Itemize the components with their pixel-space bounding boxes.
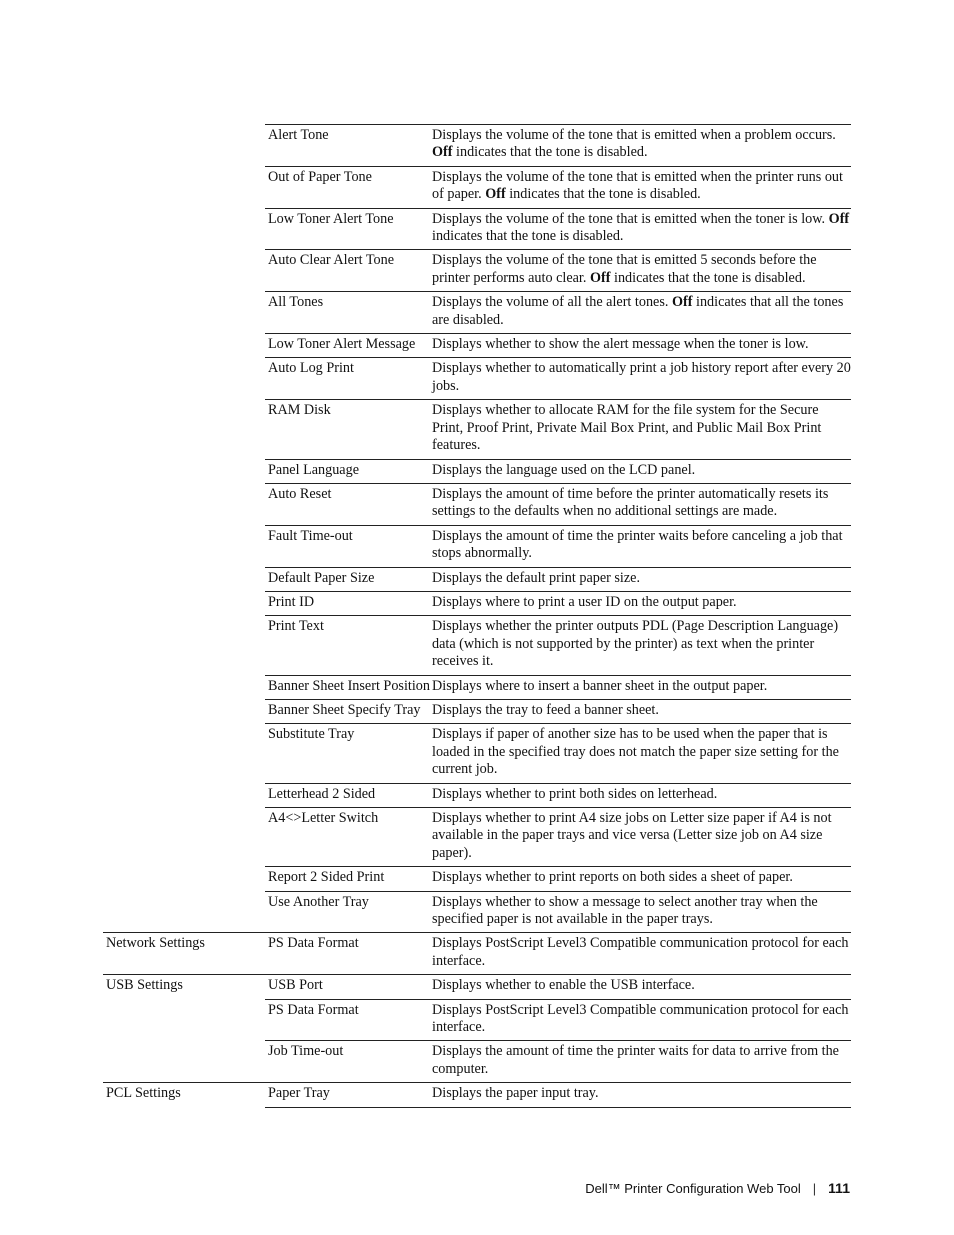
- setting-name: Low Toner Alert Message: [268, 336, 416, 353]
- table-row: [103, 932, 851, 974]
- setting-name: Default Paper Size: [268, 569, 375, 586]
- setting-description: [432, 678, 851, 695]
- group-cell: [103, 567, 265, 591]
- description-text: Displays the volume of the tone that is emitted when the toner is low.: [432, 210, 829, 227]
- setting-name: Out of Paper Tone: [268, 168, 372, 185]
- setting-name: Print ID: [268, 593, 315, 610]
- row-body: [265, 891, 851, 933]
- group-cell: [103, 807, 265, 866]
- table-row: [103, 124, 851, 166]
- setting-name: Alert Tone: [268, 127, 329, 143]
- table-row: [103, 999, 851, 1041]
- row-body: [265, 699, 851, 723]
- description-keyword: Off: [671, 294, 693, 311]
- description-text: Displays whether to enable the USB interface.: [432, 977, 695, 994]
- description-text: Displays whether to automatically print a job history report after every 20 jobs.: [432, 360, 851, 394]
- page-footer: [585, 1180, 850, 1196]
- description-text: Displays whether to show a message to select another tray when the specified paper is not available in the paper trays.: [432, 893, 818, 928]
- group-cell: [103, 459, 265, 483]
- row-body: [265, 291, 851, 333]
- row-body: [265, 615, 851, 674]
- setting-description: [432, 127, 851, 162]
- row-body: [265, 567, 851, 591]
- setting-name: All Tones: [268, 294, 324, 311]
- group-cell: [103, 483, 265, 525]
- description-text: Displays the volume of the tone that is emitted when a problem occurs.: [432, 127, 836, 143]
- setting-description: [432, 486, 851, 521]
- description-text: Displays the amount of time the printer waits before canceling a job that stops abnormally.: [432, 527, 843, 562]
- setting-name: A4<>Letter Switch: [268, 810, 379, 826]
- row-body: [265, 483, 851, 525]
- row-body: [265, 783, 851, 807]
- group-cell: [103, 166, 265, 208]
- table-row: [103, 1040, 851, 1082]
- footer-separator: |: [812, 1180, 817, 1196]
- setting-name: Report 2 Sided Print: [268, 869, 385, 886]
- description-keyword: Off: [432, 144, 453, 161]
- setting-description: [432, 786, 851, 803]
- setting-description: [432, 1085, 851, 1102]
- setting-description: [432, 462, 851, 479]
- setting-name: USB Port: [268, 977, 323, 994]
- description-text: Displays if paper of another size has to be used when the paper that is loaded in the specified tray does not match the paper size setting for the current job.: [432, 726, 839, 778]
- group-cell: [103, 249, 265, 291]
- group-cell: [103, 999, 265, 1041]
- setting-description: [432, 360, 851, 395]
- table-row: [103, 567, 851, 591]
- description-text: Displays the volume of the tone that is emitted 5 seconds before the printer performs auto clear.: [432, 252, 817, 286]
- table-row: [103, 699, 851, 723]
- description-text: Displays where to print a user ID on the output paper.: [432, 593, 737, 610]
- group-cell: PCL Settings: [103, 1082, 265, 1107]
- setting-description: [432, 169, 851, 204]
- page-number: 111: [828, 1180, 850, 1196]
- table-row: [103, 166, 851, 208]
- setting-name: Job Time-out: [268, 1043, 344, 1060]
- description-text: Displays the language used on the LCD panel.: [432, 461, 696, 478]
- row-body: [265, 999, 851, 1041]
- group-cell: USB Settings: [103, 974, 265, 998]
- row-body: [265, 591, 851, 615]
- description-text: Displays whether to show the alert message when the toner is low.: [432, 336, 809, 353]
- table-row: [103, 525, 851, 567]
- group-cell: [103, 891, 265, 933]
- table-row: [103, 1082, 851, 1107]
- setting-name: PS Data Format: [268, 1001, 359, 1018]
- setting-description: [432, 894, 851, 929]
- table-row: [103, 807, 851, 866]
- description-text: Displays the volume of the tone that is emitted when the printer runs out of paper.: [432, 168, 843, 203]
- description-text: Displays the amount of time the printer waits for data to arrive from the computer.: [432, 1043, 839, 1077]
- description-text: Displays whether to print reports on both sides a sheet of paper.: [432, 869, 793, 886]
- row-body: [265, 333, 851, 357]
- setting-name: Fault Time-out: [268, 527, 353, 544]
- setting-description: [432, 252, 851, 287]
- table-row: [103, 249, 851, 291]
- setting-description: [432, 869, 851, 886]
- setting-description: [432, 336, 851, 353]
- table-row: [103, 866, 851, 890]
- description-text-end: indicates that the tone is disabled.: [432, 228, 624, 245]
- group-cell: [103, 866, 265, 890]
- setting-name: Auto Clear Alert Tone: [268, 252, 395, 269]
- footer-title: Dell™ Printer Configuration Web Tool: [585, 1180, 801, 1196]
- group-cell: [103, 399, 265, 458]
- row-body: [265, 932, 851, 974]
- setting-name: Auto Log Print: [268, 360, 354, 377]
- description-text: Displays the amount of time before the printer automatically resets its settings to the defaults when no additional settings are made.: [432, 485, 829, 520]
- setting-name: Panel Language: [268, 461, 359, 478]
- description-text: Displays whether to print A4 size jobs on Letter size paper if A4 is not available in the paper trays and vice versa (Letter size job on A4 size paper).: [432, 810, 832, 861]
- description-text-end: indicates that the tone is disabled.: [452, 144, 648, 161]
- setting-name: Low Toner Alert Tone: [268, 210, 394, 227]
- group-cell: [103, 357, 265, 399]
- table-row: [103, 459, 851, 483]
- description-text: Displays whether to allocate RAM for the file system for the Secure Print, Proof Print, Private Mail Box Print, and Public Mail Box Print features.: [432, 402, 822, 454]
- description-text: Displays the tray to feed a banner sheet.: [432, 701, 659, 718]
- group-cell: [103, 675, 265, 699]
- setting-name: RAM Disk: [268, 402, 331, 419]
- setting-description: [432, 211, 851, 246]
- setting-description: [432, 294, 851, 329]
- group-cell: [103, 615, 265, 674]
- group-cell: [103, 525, 265, 567]
- row-body: [265, 166, 851, 208]
- row-body: [265, 525, 851, 567]
- description-keyword: Off: [589, 269, 611, 286]
- row-body: [265, 208, 851, 250]
- setting-name: Paper Tray: [268, 1085, 330, 1102]
- table-row: [103, 675, 851, 699]
- row-body: [265, 723, 851, 782]
- row-body: [265, 459, 851, 483]
- table-row: [103, 891, 851, 933]
- setting-name: Letterhead 2 Sided: [268, 785, 376, 802]
- table-row: [103, 399, 851, 458]
- description-keyword: Off: [828, 210, 850, 227]
- group-cell: [103, 1040, 265, 1082]
- setting-description: [432, 935, 851, 970]
- description-text: Displays whether the printer outputs PDL (Page Description Language) data (which is not supported by the printer) as text when the printer receives it.: [432, 618, 839, 670]
- setting-description: [432, 726, 851, 778]
- setting-description: [432, 810, 851, 862]
- group-cell: [103, 124, 265, 166]
- table-row: [103, 291, 851, 333]
- description-text-end: indicates that the tone is disabled.: [610, 269, 806, 286]
- description-text: Displays where to insert a banner sheet in the output paper.: [432, 677, 768, 694]
- row-body: [265, 249, 851, 291]
- settings-table: [103, 124, 851, 1108]
- group-cell: [103, 208, 265, 250]
- table-row: [103, 357, 851, 399]
- setting-name: Use Another Tray: [268, 893, 369, 910]
- group-cell: [103, 591, 265, 615]
- group-cell: [103, 333, 265, 357]
- description-text: Displays the default print paper size.: [432, 569, 641, 586]
- row-body: [265, 124, 851, 166]
- row-body: [265, 399, 851, 458]
- setting-description: [432, 528, 851, 563]
- setting-description: [432, 977, 851, 994]
- group-cell: [103, 723, 265, 782]
- setting-name: Banner Sheet Specify Tray: [268, 701, 421, 718]
- setting-description: [432, 702, 851, 719]
- row-body: [265, 1040, 851, 1082]
- description-text: Displays whether to print both sides on letterhead.: [432, 785, 718, 802]
- table-row: [103, 591, 851, 615]
- setting-name: Auto Reset: [268, 485, 332, 502]
- table-row: [103, 974, 851, 998]
- group-cell: [103, 783, 265, 807]
- table-row: [103, 208, 851, 250]
- row-body: [265, 866, 851, 890]
- description-text: Displays the volume of all the alert tones.: [432, 294, 672, 311]
- table-row: [103, 483, 851, 525]
- row-body: [265, 974, 851, 998]
- row-body: [265, 1082, 851, 1107]
- setting-name: Substitute Tray: [268, 726, 355, 743]
- group-cell: [103, 291, 265, 333]
- table-row: [103, 723, 851, 782]
- row-body: [265, 675, 851, 699]
- setting-description: [432, 1043, 851, 1078]
- setting-description: [432, 402, 851, 454]
- setting-name: Print Text: [268, 618, 324, 635]
- setting-name: PS Data Format: [268, 935, 359, 952]
- table-row: [103, 333, 851, 357]
- description-text-end: indicates that the tone is disabled.: [505, 186, 701, 203]
- description-keyword: Off: [485, 186, 506, 203]
- description-text-end: indicates that all the tones are disabled.: [432, 294, 844, 328]
- table-row: [103, 783, 851, 807]
- group-cell: Network Settings: [103, 932, 265, 974]
- description-text: Displays PostScript Level3 Compatible communication protocol for each interface.: [432, 1001, 849, 1036]
- group-cell: [103, 699, 265, 723]
- setting-description: [432, 618, 851, 670]
- row-body: [265, 807, 851, 866]
- setting-description: [432, 1002, 851, 1037]
- table-row: [103, 615, 851, 674]
- description-text: Displays the paper input tray.: [432, 1085, 599, 1102]
- row-body: [265, 357, 851, 399]
- setting-description: [432, 594, 851, 611]
- setting-description: [432, 570, 851, 587]
- description-text: Displays PostScript Level3 Compatible communication protocol for each interface.: [432, 935, 849, 969]
- setting-name: Banner Sheet Insert Position: [268, 677, 430, 694]
